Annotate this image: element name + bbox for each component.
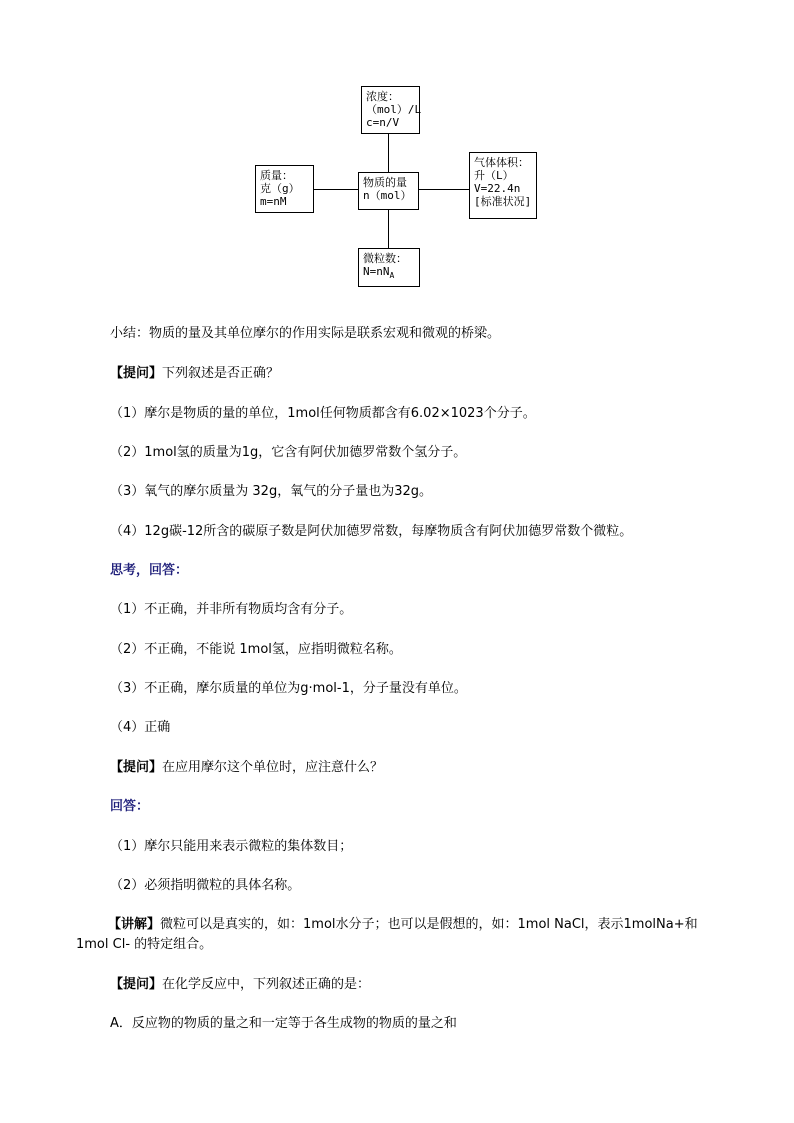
box-line: m=nM — [260, 195, 287, 208]
box-line: 浓度： — [366, 90, 399, 103]
list-item: （2）必须指明微粒的具体名称。 — [110, 878, 301, 893]
box-line: 克（g） — [260, 182, 300, 195]
list-item: （3）氧气的摩尔质量为 32g，氧气的分子量也为32g。 — [110, 484, 432, 499]
box-line: [标准状况] — [474, 195, 532, 208]
box-line: 微粒数： — [363, 252, 407, 265]
box-line: c=n/V — [366, 116, 400, 129]
list-item: （4）12g碳-12所含的碳原子数是阿伏加德罗常数，每摩物质含有阿伏加德罗常数个微粒。 — [110, 524, 633, 539]
list-item: （1）摩尔是物质的量的单位，1mol任何物质都含有6.02×1023个分子。 — [110, 406, 536, 421]
question-2 — [110, 758, 383, 778]
gas-volume-box — [469, 152, 537, 219]
amount-of-substance-box — [358, 172, 419, 210]
option-a: A．反应物的物质的量之和一定等于各生成物的物质的量之和 — [110, 1016, 457, 1031]
box-line: （mol）/L — [366, 103, 422, 116]
list-item: （2）1mol氢的质量为1g，它含有阿伏加德罗常数个氢分子。 — [110, 445, 467, 460]
box-line — [363, 265, 415, 282]
box-line: 升（L） — [474, 169, 514, 182]
connector-left — [313, 189, 358, 190]
box-line: 气体体积： — [474, 156, 529, 169]
formula-subscript: A — [389, 271, 395, 281]
connector-top — [388, 133, 389, 173]
question-text: 在应用摩尔这个单位时，应注意什么？ — [162, 760, 384, 775]
box-line: 质量： — [260, 169, 293, 182]
think-answer-heading: 思考，回答： — [110, 563, 189, 578]
connector-bottom — [388, 209, 389, 249]
box-line: 物质的量 — [363, 176, 407, 189]
particle-number-box — [358, 248, 420, 287]
explanation-paragraph — [76, 915, 716, 955]
question-label: 【提问】 — [110, 760, 163, 775]
concentration-box — [361, 86, 420, 134]
list-item: （4）正确 — [110, 720, 171, 735]
question-1 — [110, 364, 279, 384]
explain-label: 【讲解】 — [108, 917, 161, 932]
connector-right — [419, 189, 469, 190]
question-text: 在化学反应中，下列叙述正确的是： — [162, 977, 371, 992]
mass-box — [255, 165, 314, 213]
formula-text: N=nN — [363, 265, 390, 278]
answer-heading: 回答： — [110, 799, 150, 814]
question-3 — [110, 975, 370, 995]
explain-text: 微粒可以是真实的，如：1mol水分子；也可以是假想的，如：1mol NaCl，表示1molNa+和1mol Cl- 的特定组合。 — [76, 917, 698, 952]
question-label: 【提问】 — [110, 977, 163, 992]
summary-paragraph: 小结：物质的量及其单位摩尔的作用实际是联系宏观和微观的桥梁。 — [110, 326, 501, 341]
list-item: （3）不正确，摩尔质量的单位为g·mol-1，分子量没有单位。 — [110, 681, 467, 696]
question-label: 【提问】 — [110, 366, 163, 381]
question-text: 下列叙述是否正确？ — [162, 366, 280, 381]
box-line: V=22.4n — [474, 182, 521, 195]
list-item: （1）不正确，并非所有物质均含有分子。 — [110, 602, 353, 617]
box-line: n（mol） — [363, 189, 412, 202]
list-item: （1）摩尔只能用来表示微粒的集体数目； — [110, 839, 353, 854]
list-item: （2）不正确，不能说 1mol氢，应指明微粒名称。 — [110, 642, 402, 657]
